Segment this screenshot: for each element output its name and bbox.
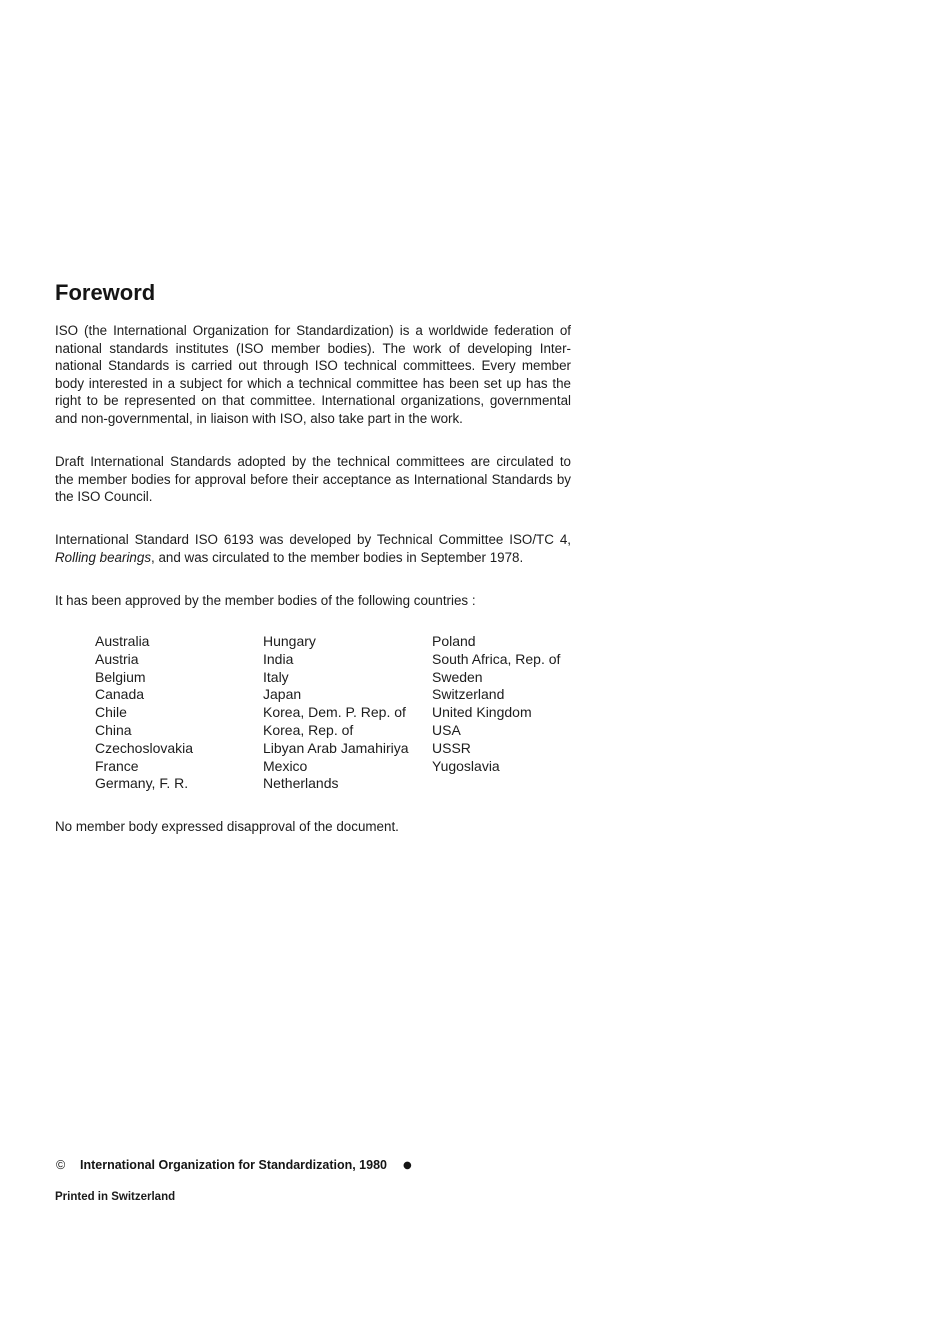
country-list-column-1 [95,633,193,793]
paragraph-line: right to be represented on that committee. International organizations, governmental [55,393,571,409]
country-item: India [263,650,294,667]
paragraph-line: body interested in a subject for which a technical committee has been set up has the [55,375,571,391]
country-item: Switzerland [432,686,505,703]
paragraph-line: Draft International Standards adopted by the technical committees are circulated to [55,454,571,469]
country-item: South Africa, Rep. of [432,650,561,667]
paragraph-line: the ISO Council. [55,489,153,505]
paragraph-line: national Standards is carried out through ISO technical committees. Every member [55,358,571,374]
country-item: Yugoslavia [432,757,500,774]
paragraph-line: No member body expressed disapproval of the document. [55,819,399,834]
committee-title: Rolling bearings [55,549,152,565]
country-item: USSR [432,739,471,756]
paragraph-line: It has been approved by the member bodies of the following countries : [55,593,476,608]
country-item: Hungary [263,633,316,649]
country-item: China [95,721,132,738]
country-item: Australia [95,633,150,649]
paragraph-line [55,549,571,567]
paragraph-iso-intro [55,322,571,428]
paragraph-line: and non-governmental, in liaison with ISO, also take part in the work. [55,410,463,426]
country-item: Korea, Dem. P. Rep. of [263,704,406,721]
bullet-icon: ● [403,1160,412,1171]
country-item: Mexico [263,757,308,774]
paragraph-line: national standards institutes (ISO member bodies). The work of developing Inter- [55,340,571,356]
country-item: Belgium [95,668,146,685]
printed-in-note: Printed in Switzerland [55,1191,176,1203]
country-item: Korea, Rep. of [263,721,354,738]
country-item: Sweden [432,668,483,685]
country-item: USA [432,721,461,738]
country-item: Chile [95,704,127,721]
country-item: Austria [95,650,139,667]
paragraph-line-rest: , and was circulated to the member bodies in September 1978. [151,549,524,565]
paragraph-standard-development [55,531,571,566]
paragraph-draft-standards [55,453,571,506]
country-item: Poland [432,633,476,649]
paragraph-no-disapproval [55,818,571,836]
country-item: Libyan Arab Jamahiriya [263,739,409,756]
country-item: Germany, F. R. [95,775,189,792]
country-item: United Kingdom [432,704,532,721]
paragraph-approval [55,592,571,610]
country-list-column-3 [432,633,560,775]
country-list-column-2 [263,633,409,793]
paragraph-line: the member bodies for approval before their acceptance as International Standards by [55,471,571,487]
paragraph-line: International Standard ISO 6193 was developed by Technical Committee ISO/TC 4, [55,532,571,547]
paragraph-line: ISO (the International Organization for Standardization) is a worldwide federation of [55,323,571,338]
country-item: Japan [263,686,302,703]
country-item: Canada [95,686,145,703]
country-item: Netherlands [263,775,339,792]
copyright-line [0,1158,950,1173]
foreword-heading: Foreword [55,280,156,305]
country-item: Czechoslovakia [95,739,194,756]
copyright-text: International Organization for Standardization, 1980 [80,1158,387,1172]
country-item: France [95,757,139,774]
copyright-icon: © [56,1158,66,1172]
country-item: Italy [263,668,289,685]
